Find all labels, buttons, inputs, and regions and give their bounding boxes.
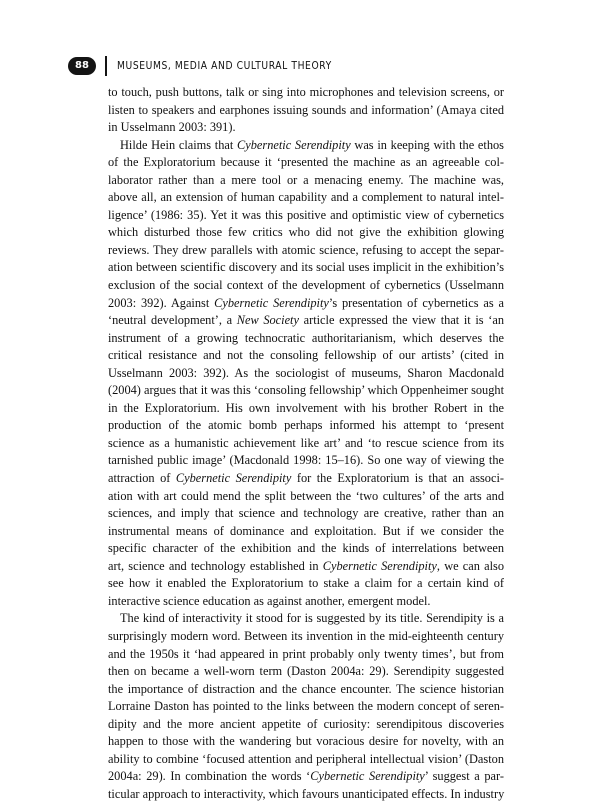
text-line: instrumental means of dominance and exploitation. But if we consider the (108, 523, 504, 538)
text-line: Lorraine Daston has pointed to the links between the modern concept of seren- (108, 699, 504, 714)
text-line: production of the atomic bomb perhaps informed his attempt to ‘present (108, 418, 504, 433)
text-line: Usselmann 2003: 392). As the sociologist of museums, Sharon Macdonald (108, 365, 504, 380)
text-line: ticular approach to interactivity, which favours unanticipated effects. In industry (108, 786, 505, 801)
text-line: see how it enabled the Exploratorium to stake a claim for a certain kind of (108, 576, 504, 591)
text-line: happen to those with the wandering but voracious desire for novelty, with an (108, 734, 504, 749)
header-divider (105, 56, 107, 76)
text-line: interactive science education as against another, emergent model. (108, 593, 431, 608)
text-line: sciences, and imply that science and technology are creative, rather than an (108, 506, 504, 521)
text-line: of the Exploratorium because it ‘presented the machine as an agreeable col- (108, 155, 504, 170)
italic-title: Cybernetic Serendipity (310, 769, 425, 784)
text-line: ability to combine ‘focused attention and peripheral intellectual vision’ (Daston (108, 751, 504, 766)
text-line: ligence’ (1986: 35). Yet it was this positive and optimistic view of cybernetics (108, 207, 504, 222)
text-line: dipity and the more ancient appetite of curiosity: serendipitous discoveries (108, 716, 504, 731)
text-line: instrument of a growing technocratic authoritarianism, which deserves the (108, 330, 504, 345)
text-line: above all, an extension of human capability and a complement to natural intel- (108, 190, 504, 205)
text-line: ation between scientific discovery and its social uses implicit in the exhibition’s (108, 260, 504, 275)
italic-title: Cybernetic Serendipity (175, 471, 292, 486)
text-line: in Usselmann 2003: 391). (108, 120, 236, 135)
text-line: specific character of the exhibition and the kinds of interrelations between (108, 541, 504, 556)
text-line: 2003: 392). Against Cybernetic Serendipity’s presentation of cybernetics as a (108, 295, 504, 310)
text-line: ‘neutral development’, a New Society article expressed the view that it is ‘an (108, 313, 505, 328)
text-line: art, science and technology established in Cybernetic Serendipity, we can also (108, 558, 505, 573)
text-line: surprisingly modern word. Between its invention in the mid-eighteenth century (108, 628, 504, 643)
body-text (108, 84, 504, 803)
italic-title: Cybernetic Serendipity (322, 558, 437, 573)
text-line: attraction of Cybernetic Serendipity for the Exploratorium is that an associ- (108, 471, 504, 486)
text-line: (2004) argues that it was this ‘consoling fellowship’ which Oppenheimer sought (108, 383, 504, 398)
text-line: Hilde Hein claims that Cybernetic Serendipity was in keeping with the ethos (120, 137, 504, 152)
text-line: which disturbed those few critics who did not give the exhibition glowing (108, 225, 504, 240)
text-line: reviews. They drew parallels with atomic science, refusing to accept the separ- (108, 242, 504, 257)
running-title: MUSEUMS, MEDIA AND CULTURAL THEORY (117, 61, 332, 72)
text-line: laborator rather than a mere tool or a menacing enemy. The machine was, (108, 172, 504, 187)
text-line: and the 1950s it ‘had appeared in print probably only twenty times’, but from (108, 646, 504, 661)
text-line: tarnished public image’ (Macdonald 1998: 15–16). So one way of viewing the (108, 453, 504, 468)
text-line: then on became a well-worn term (Daston 2004a: 29). Serendipity suggested (108, 664, 504, 679)
text-line: to touch, push buttons, talk or sing into microphones and television screens, or (108, 85, 504, 99)
italic-title: Cybernetic Serendipity (214, 295, 329, 310)
running-head (68, 56, 548, 78)
text-line: the importance of distraction and the chance encounter. The science historian (108, 681, 504, 696)
text-line: 2004a: 29). In combination the words ‘Cybernetic Serendipity’ suggest a par- (108, 769, 505, 784)
text-line: in the Exploratorium. His own involvement with his brother Robert in the (108, 400, 504, 415)
italic-title: Cybernetic Serendipity (237, 137, 351, 152)
text-line: listen to speakers and earphones issuing sounds and information’ (Amaya cited (108, 102, 504, 117)
text-line: science as a humanistic achievement like art’ and ‘to rescue science from its (108, 435, 504, 450)
page-number-badge: 88 (68, 57, 96, 75)
text-line: exclusion of the social context of the development of cybernetics (Usselmann (108, 278, 504, 293)
italic-title: New Society (236, 313, 299, 328)
text-line: ation with art could mend the split between the ‘two cultures’ of the arts and (108, 488, 504, 503)
text-line: critical resistance and not the consoling fellowship of our artists’ (cited in (108, 348, 504, 363)
text-line: The kind of interactivity it stood for is suggested by its title. Serendipity is a (120, 611, 504, 626)
